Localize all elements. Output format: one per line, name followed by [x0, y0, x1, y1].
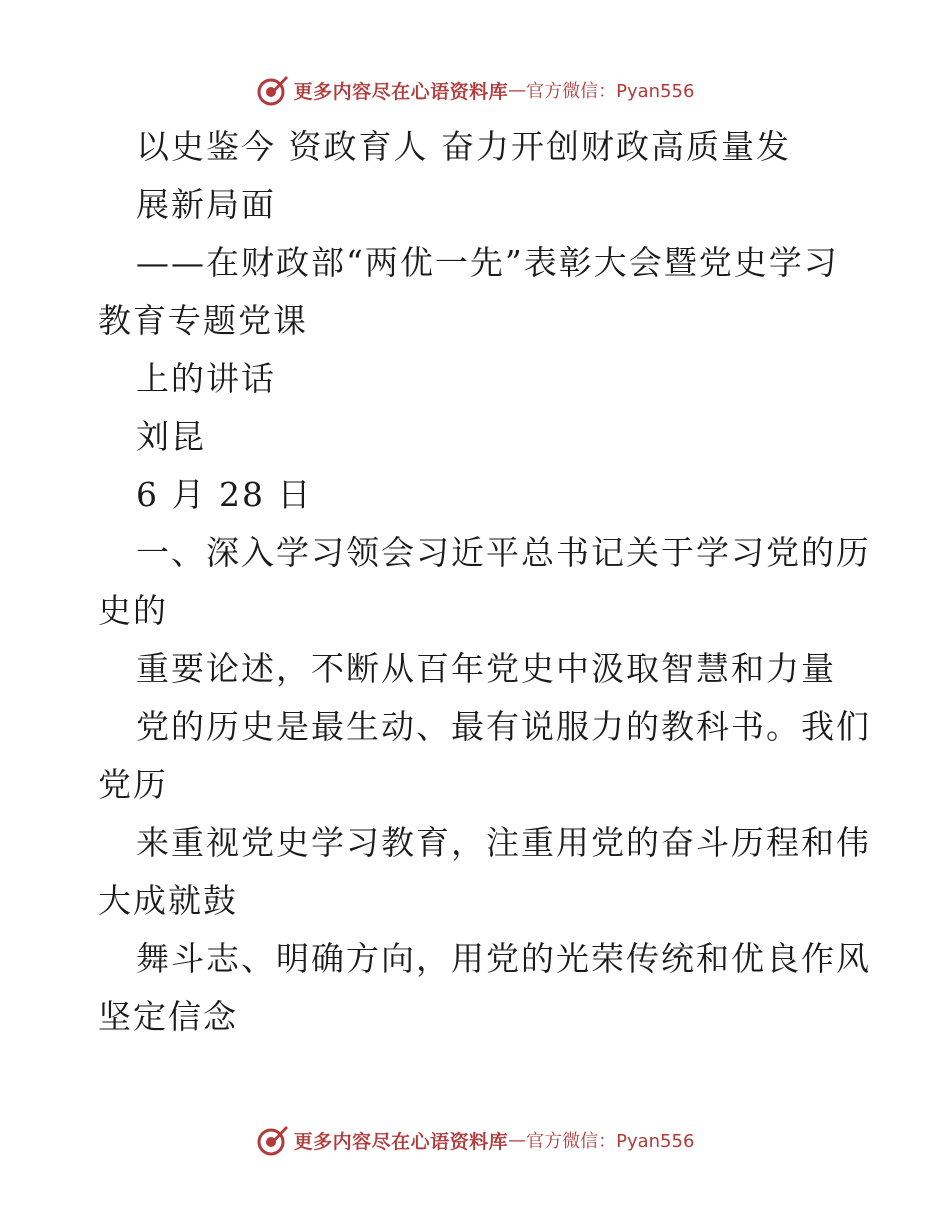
banner-wechat-text: 官方微信：Pyan556 [526, 81, 695, 102]
text-line: 一、深入学习领会习近平总书记关于学习党的历 [136, 533, 871, 572]
banner-wechat-text: 官方微信：Pyan556 [526, 1131, 695, 1152]
text-line: 展新局面 [136, 185, 276, 224]
quill-logo-icon [256, 73, 290, 107]
text-line: 党的历史是最生动、最有说服力的教科书。我们 [136, 707, 871, 746]
text-line: ——在财政部“两优一先”表彰大会暨党史学习 [136, 243, 839, 282]
header-banner [0, 70, 950, 110]
text-line: 坚定信念 [98, 997, 238, 1036]
text-line: 教育专题党课 [98, 301, 308, 340]
banner-separator: — [508, 1129, 527, 1151]
text-line: 舞斗志、明确方向，用党的光荣传统和优良作风 [136, 939, 871, 978]
text-line: 史的 [98, 591, 168, 630]
banner-separator: — [508, 79, 527, 101]
text-line: 6 月 28 日 [136, 475, 313, 514]
document-body [98, 118, 871, 1046]
text-line: 上的讲话 [136, 359, 276, 398]
banner-site-text: 更多内容尽在心语资料库 [293, 1130, 509, 1153]
text-line: 大成就鼓 [98, 881, 238, 920]
quill-logo-icon [256, 1123, 290, 1157]
text-line: 重要论述，不断从百年党史中汲取智慧和力量 [136, 649, 836, 688]
text-line: 来重视党史学习教育，注重用党的奋斗历程和伟 [136, 823, 871, 862]
footer-banner [0, 1120, 950, 1160]
text-line: 以史鉴今 资政育人 奋力开创财政高质量发 [136, 127, 791, 166]
text-line: 党历 [98, 765, 168, 804]
banner-site-text: 更多内容尽在心语资料库 [293, 80, 509, 103]
text-line: 刘昆 [136, 417, 206, 456]
